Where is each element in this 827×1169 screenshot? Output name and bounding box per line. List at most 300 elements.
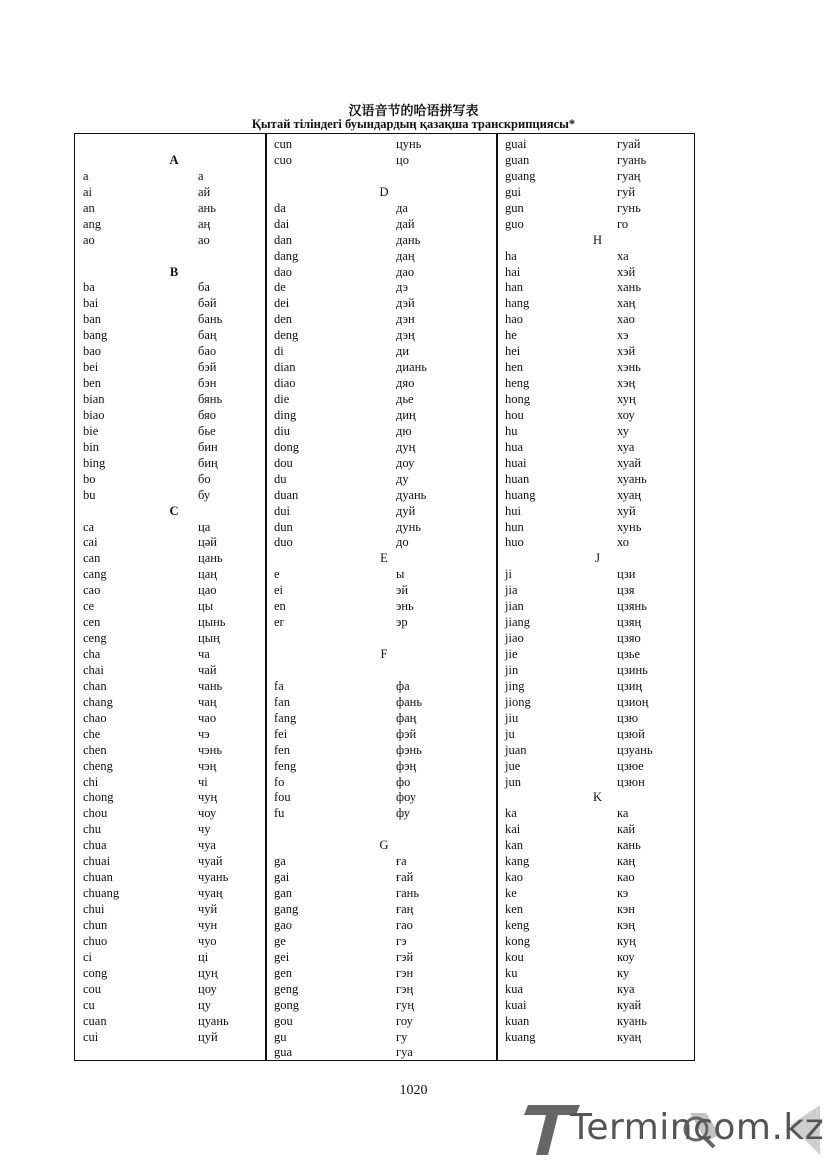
kazakh-transcription: дяо <box>396 376 415 391</box>
pinyin-syllable: bian <box>83 392 105 406</box>
section-letter: C <box>169 503 179 518</box>
syllable-row <box>505 249 690 265</box>
syllable-row <box>83 392 265 408</box>
syllable-row <box>83 360 265 376</box>
kazakh-transcription: чаң <box>198 694 217 709</box>
pinyin-syllable: hen <box>505 360 524 375</box>
kazakh-transcription: ка <box>617 806 629 821</box>
kazakh-transcription: цаң <box>198 567 217 582</box>
pinyin-syllable: heng <box>505 376 530 391</box>
kazakh-transcription: дуань <box>396 487 427 502</box>
pinyin-syllable: kuan <box>505 1013 530 1028</box>
syllable-row <box>505 280 690 296</box>
kazakh-transcription: хао <box>617 312 635 327</box>
pinyin-syllable: chuo <box>83 933 108 948</box>
kazakh-transcription: цзиоң <box>617 694 649 709</box>
syllable-row <box>274 966 494 982</box>
pinyin-syllable: jun <box>505 774 521 789</box>
kazakh-transcription: чэнь <box>198 742 223 757</box>
syllable-row <box>83 440 265 456</box>
pinyin-syllable: ca <box>83 519 95 534</box>
pinyin-syllable: ba <box>83 280 95 295</box>
kazakh-transcription: бань <box>198 312 223 327</box>
termincom-logo <box>520 1095 825 1160</box>
syllable-row <box>505 631 690 647</box>
pinyin-syllable: cuo <box>274 152 293 167</box>
syllable-row <box>505 265 690 281</box>
syllable-row <box>274 902 494 918</box>
kazakh-transcription: куаң <box>617 1029 642 1044</box>
syllable-row <box>83 806 265 822</box>
syllable-row <box>83 759 265 775</box>
pinyin-syllable: ha <box>505 248 517 263</box>
syllable-row <box>505 535 690 551</box>
syllable-row <box>505 312 690 328</box>
syllable-row <box>83 599 265 615</box>
kazakh-transcription: ы <box>396 567 405 582</box>
syllable-row <box>274 775 494 791</box>
kazakh-transcription: цуань <box>198 1013 229 1028</box>
syllable-row <box>505 950 690 966</box>
kazakh-transcription: чэң <box>198 758 217 773</box>
kazakh-transcription: цың <box>198 631 220 646</box>
kazakh-transcription: дэй <box>396 296 415 311</box>
kazakh-transcription: дао <box>396 264 415 279</box>
syllable-row <box>505 583 690 599</box>
kazakh-transcription: дэ <box>396 280 409 295</box>
table-column-2 <box>274 137 494 1061</box>
pinyin-syllable: keng <box>505 917 530 932</box>
kazakh-transcription: ань <box>198 200 216 215</box>
syllable-row <box>505 153 690 169</box>
kazakh-transcription: энь <box>396 599 414 614</box>
syllable-row <box>83 822 265 838</box>
pinyin-syllable: gun <box>505 200 524 215</box>
pinyin-syllable: diao <box>274 376 296 391</box>
syllable-row <box>83 966 265 982</box>
pinyin-syllable: e <box>274 567 280 582</box>
syllable-row <box>274 870 494 886</box>
table-column-1 <box>83 137 265 1045</box>
kazakh-transcription: даң <box>396 248 415 263</box>
pinyin-syllable: dei <box>274 296 290 311</box>
pinyin-syllable: chuan <box>83 870 113 885</box>
syllable-row <box>83 615 265 631</box>
pinyin-syllable: dui <box>274 503 290 518</box>
kazakh-transcription: цао <box>198 583 217 598</box>
pinyin-syllable: fang <box>274 710 297 725</box>
syllable-row <box>83 1030 265 1046</box>
pinyin-syllable: gang <box>274 902 299 916</box>
pinyin-syllable: ang <box>83 216 102 231</box>
syllable-row <box>505 344 690 360</box>
kazakh-transcription: чэ <box>198 726 210 741</box>
pinyin-syllable: fei <box>274 726 288 741</box>
syllable-row <box>505 806 690 822</box>
kazakh-transcription: гэң <box>396 981 414 996</box>
pinyin-syllable: dian <box>274 360 296 375</box>
blank-row <box>274 169 494 185</box>
kazakh-transcription: бэй <box>198 360 217 375</box>
syllable-row <box>274 679 494 695</box>
pinyin-syllable: kao <box>505 870 524 885</box>
syllable-row <box>274 583 494 599</box>
syllable-row <box>83 376 265 392</box>
syllable-row <box>505 408 690 424</box>
kazakh-transcription: хоу <box>617 407 635 422</box>
kazakh-transcription: хуй <box>617 503 636 518</box>
syllable-row <box>505 360 690 376</box>
kazakh-transcription: цзюн <box>617 774 645 789</box>
syllable-row <box>83 950 265 966</box>
kazakh-transcription: дэн <box>396 312 415 327</box>
syllable-row <box>505 918 690 934</box>
kazakh-transcription: хо <box>617 535 630 550</box>
pinyin-syllable: die <box>274 392 290 406</box>
pinyin-syllable: che <box>83 726 101 741</box>
kazakh-transcription: хуань <box>617 471 647 486</box>
syllable-row <box>274 440 494 456</box>
syllable-row <box>83 902 265 918</box>
pinyin-syllable: du <box>274 471 287 486</box>
pinyin-syllable: chun <box>83 917 108 932</box>
pinyin-syllable: chu <box>83 822 102 837</box>
pinyin-syllable: bang <box>83 328 108 343</box>
kazakh-transcription: фаң <box>396 710 417 725</box>
syllable-row <box>274 312 494 328</box>
syllable-row <box>505 1030 690 1046</box>
kazakh-transcription: цынь <box>198 615 226 630</box>
kazakh-transcription: бу <box>198 487 211 502</box>
pinyin-syllable: gu <box>274 1029 287 1044</box>
syllable-row <box>83 743 265 759</box>
section-letter-heading <box>83 504 265 520</box>
pinyin-syllable: bo <box>83 471 96 486</box>
syllable-row <box>83 567 265 583</box>
syllable-row <box>274 280 494 296</box>
pinyin-syllable: chen <box>83 742 107 757</box>
syllable-row <box>274 472 494 488</box>
pinyin-syllable: gua <box>274 1045 293 1060</box>
kazakh-transcription: цзю <box>617 710 639 725</box>
kazakh-transcription: ча <box>198 647 210 661</box>
kazakh-transcription: чао <box>198 710 217 725</box>
pinyin-syllable: chan <box>83 678 107 693</box>
column-divider <box>265 134 267 1060</box>
pinyin-syllable: huai <box>505 455 527 470</box>
syllable-row <box>83 408 265 424</box>
syllable-row <box>505 472 690 488</box>
kazakh-transcription: куай <box>617 997 642 1012</box>
kazakh-transcription: бяо <box>198 407 217 422</box>
pinyin-syllable: chuai <box>83 854 111 869</box>
kazakh-transcription: бэн <box>198 376 217 391</box>
syllable-row <box>505 1014 690 1030</box>
syllable-row <box>274 886 494 902</box>
syllable-row <box>274 599 494 615</box>
page-number: 1020 <box>399 1083 428 1098</box>
kazakh-transcription: ду <box>396 471 409 486</box>
pinyin-syllable: ei <box>274 583 284 598</box>
pinyin-syllable: en <box>274 599 286 614</box>
blank-row <box>83 137 265 153</box>
pinyin-syllable: a <box>83 168 89 183</box>
kazakh-transcription: чань <box>198 678 223 693</box>
pinyin-syllable: duan <box>274 487 299 502</box>
kazakh-transcription: до <box>396 535 409 550</box>
section-letter-heading <box>505 233 690 249</box>
syllable-row <box>83 631 265 647</box>
pinyin-syllable: jue <box>505 758 521 773</box>
syllable-row <box>274 1014 494 1030</box>
syllable-row <box>274 344 494 360</box>
syllable-row <box>274 249 494 265</box>
pinyin-syllable: fou <box>274 790 291 805</box>
pinyin-syllable: deng <box>274 328 299 343</box>
kazakh-transcription: хаң <box>617 296 636 311</box>
kazakh-transcription: гуаң <box>617 168 641 183</box>
syllable-row <box>505 775 690 791</box>
kazakh-transcription: ай <box>198 184 211 199</box>
syllable-row <box>83 695 265 711</box>
kazakh-transcription: фоу <box>396 790 417 805</box>
syllable-row <box>505 201 690 217</box>
page-title-chinese: 汉语音节的哈语拼写表 <box>348 103 479 118</box>
syllable-row <box>83 583 265 599</box>
pinyin-syllable: jiang <box>505 615 530 630</box>
syllable-row <box>274 153 494 169</box>
kazakh-transcription: ба <box>198 280 210 295</box>
kazakh-transcription: бо <box>198 471 211 486</box>
kazakh-transcription: куань <box>617 1013 647 1028</box>
syllable-row <box>505 902 690 918</box>
syllable-row <box>274 488 494 504</box>
syllable-row <box>505 137 690 153</box>
pinyin-syllable: hei <box>505 344 521 359</box>
syllable-row <box>505 822 690 838</box>
syllable-row <box>274 934 494 950</box>
syllable-row <box>274 328 494 344</box>
syllable-row <box>505 711 690 727</box>
pinyin-syllable: ge <box>274 933 286 948</box>
kazakh-transcription: биң <box>198 455 218 470</box>
syllable-row <box>83 854 265 870</box>
kazakh-transcription: фэнь <box>396 742 422 757</box>
pinyin-syllable: gen <box>274 965 293 980</box>
syllable-row <box>83 280 265 296</box>
kazakh-transcription: дунь <box>396 519 421 534</box>
pinyin-syllable: chong <box>83 790 114 805</box>
pinyin-syllable: huo <box>505 535 524 550</box>
syllable-row <box>274 1045 494 1061</box>
column-divider <box>496 134 498 1060</box>
syllable-row <box>274 265 494 281</box>
kazakh-transcription: цзя <box>617 583 635 598</box>
kazakh-transcription: дю <box>396 423 412 438</box>
pinyin-syllable: ke <box>505 886 517 901</box>
pinyin-syllable: cu <box>83 997 95 1012</box>
kazakh-transcription: хэй <box>617 344 636 359</box>
pinyin-syllable: kai <box>505 822 521 837</box>
syllable-row <box>505 456 690 472</box>
pinyin-syllable: kong <box>505 933 530 948</box>
syllable-row <box>274 392 494 408</box>
pinyin-syllable: di <box>274 344 284 359</box>
syllable-row <box>274 535 494 551</box>
pinyin-syllable: ban <box>83 312 102 327</box>
syllable-row <box>83 169 265 185</box>
section-letter-heading <box>274 551 494 567</box>
syllable-row <box>505 743 690 759</box>
syllable-row <box>83 217 265 233</box>
pinyin-syllable: hu <box>505 423 518 438</box>
kazakh-transcription: чай <box>198 662 217 677</box>
syllable-row <box>83 870 265 886</box>
pinyin-syllable: bai <box>83 296 99 311</box>
kazakh-transcription: куа <box>617 981 635 996</box>
kazakh-transcription: ца <box>198 519 211 534</box>
section-letter: E <box>380 551 388 566</box>
kazakh-transcription: гуа <box>396 1045 413 1060</box>
pinyin-syllable: chai <box>83 662 104 677</box>
kazakh-transcription: кай <box>617 822 636 837</box>
pinyin-syllable: cheng <box>83 758 113 773</box>
syllable-row <box>274 520 494 536</box>
syllable-row <box>274 743 494 759</box>
blank-row <box>274 822 494 838</box>
pinyin-syllable: kou <box>505 949 524 964</box>
pinyin-syllable: chi <box>83 774 99 789</box>
syllable-row <box>83 647 265 663</box>
pinyin-syllable: cuan <box>83 1013 107 1028</box>
syllable-row <box>505 599 690 615</box>
pinyin-syllable: an <box>83 200 95 215</box>
kazakh-transcription: фо <box>396 774 411 789</box>
syllable-row <box>505 982 690 998</box>
kazakh-transcription: хунь <box>617 519 642 534</box>
syllable-row <box>83 296 265 312</box>
syllable-row <box>505 759 690 775</box>
section-letter-heading <box>83 153 265 169</box>
pinyin-syllable: dun <box>274 519 293 534</box>
section-letter: D <box>379 184 389 199</box>
syllable-row <box>274 918 494 934</box>
pinyin-syllable: bu <box>83 487 96 502</box>
syllable-row <box>83 233 265 249</box>
pinyin-syllable: he <box>505 328 517 343</box>
kazakh-transcription: дэң <box>396 328 415 343</box>
pinyin-syllable: cui <box>83 1029 99 1044</box>
pinyin-syllable: de <box>274 280 286 295</box>
syllable-row <box>274 950 494 966</box>
syllable-row <box>83 312 265 328</box>
syllable-row <box>505 169 690 185</box>
kazakh-transcription: цуң <box>198 965 218 980</box>
kazakh-transcription: чуай <box>198 854 223 869</box>
syllable-row <box>83 679 265 695</box>
kazakh-transcription: фу <box>396 806 411 821</box>
syllable-row <box>505 424 690 440</box>
pinyin-syllable: han <box>505 280 524 295</box>
kazakh-transcription: бин <box>198 439 218 454</box>
pinyin-syllable: ken <box>505 902 524 916</box>
kazakh-transcription: фа <box>396 678 410 693</box>
kazakh-transcription: цзяо <box>617 631 641 646</box>
pinyin-syllable: fo <box>274 774 285 789</box>
syllable-row <box>274 233 494 249</box>
syllable-row <box>505 615 690 631</box>
syllable-row <box>505 376 690 392</box>
syllable-row <box>274 759 494 775</box>
syllable-row <box>83 456 265 472</box>
pinyin-syllable: ju <box>505 726 515 741</box>
kazakh-transcription: цоу <box>198 981 217 996</box>
kazakh-transcription: чу <box>198 822 211 837</box>
kazakh-transcription: цзянь <box>617 599 647 614</box>
pinyin-syllable: kang <box>505 854 530 869</box>
pinyin-syllable: ding <box>274 407 297 422</box>
pinyin-syllable: hun <box>505 519 524 534</box>
pinyin-syllable: can <box>83 551 101 566</box>
kazakh-transcription: диң <box>396 407 416 422</box>
kazakh-transcription: эр <box>396 615 408 630</box>
kazakh-transcription: го <box>617 216 629 231</box>
kazakh-transcription: ці <box>198 949 209 964</box>
kazakh-transcription: цуй <box>198 1029 218 1044</box>
pinyin-syllable: dong <box>274 439 299 454</box>
pinyin-syllable: chang <box>83 694 113 709</box>
pinyin-syllable: gei <box>274 949 290 964</box>
kazakh-transcription: чун <box>198 917 218 932</box>
pinyin-syllable: kuai <box>505 997 527 1012</box>
pinyin-syllable: bie <box>83 423 99 438</box>
kazakh-transcription: гунь <box>617 200 641 215</box>
syllable-row <box>83 185 265 201</box>
kazakh-transcription: ао <box>198 232 210 247</box>
syllable-row <box>274 296 494 312</box>
syllable-row <box>83 982 265 998</box>
kazakh-transcription: хуа <box>617 439 635 454</box>
kazakh-transcription: гоу <box>396 1013 413 1028</box>
syllable-row <box>83 790 265 806</box>
kazakh-transcription: цо <box>396 152 409 167</box>
syllable-row <box>83 201 265 217</box>
pinyin-syllable: gou <box>274 1013 293 1028</box>
pinyin-syllable: kua <box>505 981 524 996</box>
syllable-row <box>505 695 690 711</box>
pinyin-syllable: dou <box>274 455 293 470</box>
kazakh-transcription: гуай <box>617 137 641 151</box>
syllable-row <box>505 663 690 679</box>
kazakh-transcription: кэ <box>617 886 629 901</box>
kazakh-transcription: ға <box>396 854 407 869</box>
syllable-row <box>83 727 265 743</box>
kazakh-transcription: баң <box>198 328 217 343</box>
pinyin-syllable: fu <box>274 806 285 821</box>
kazakh-transcription: гэ <box>396 933 407 948</box>
pinyin-syllable: cao <box>83 583 101 598</box>
kazakh-transcription: ку <box>617 965 630 980</box>
syllable-row <box>274 137 494 153</box>
syllable-row <box>274 456 494 472</box>
pinyin-syllable: chui <box>83 902 105 916</box>
syllable-row <box>274 790 494 806</box>
syllable-row <box>83 775 265 791</box>
syllable-row <box>505 488 690 504</box>
kazakh-transcription: дань <box>396 232 421 247</box>
syllable-row <box>274 424 494 440</box>
pinyin-syllable: cen <box>83 615 101 630</box>
